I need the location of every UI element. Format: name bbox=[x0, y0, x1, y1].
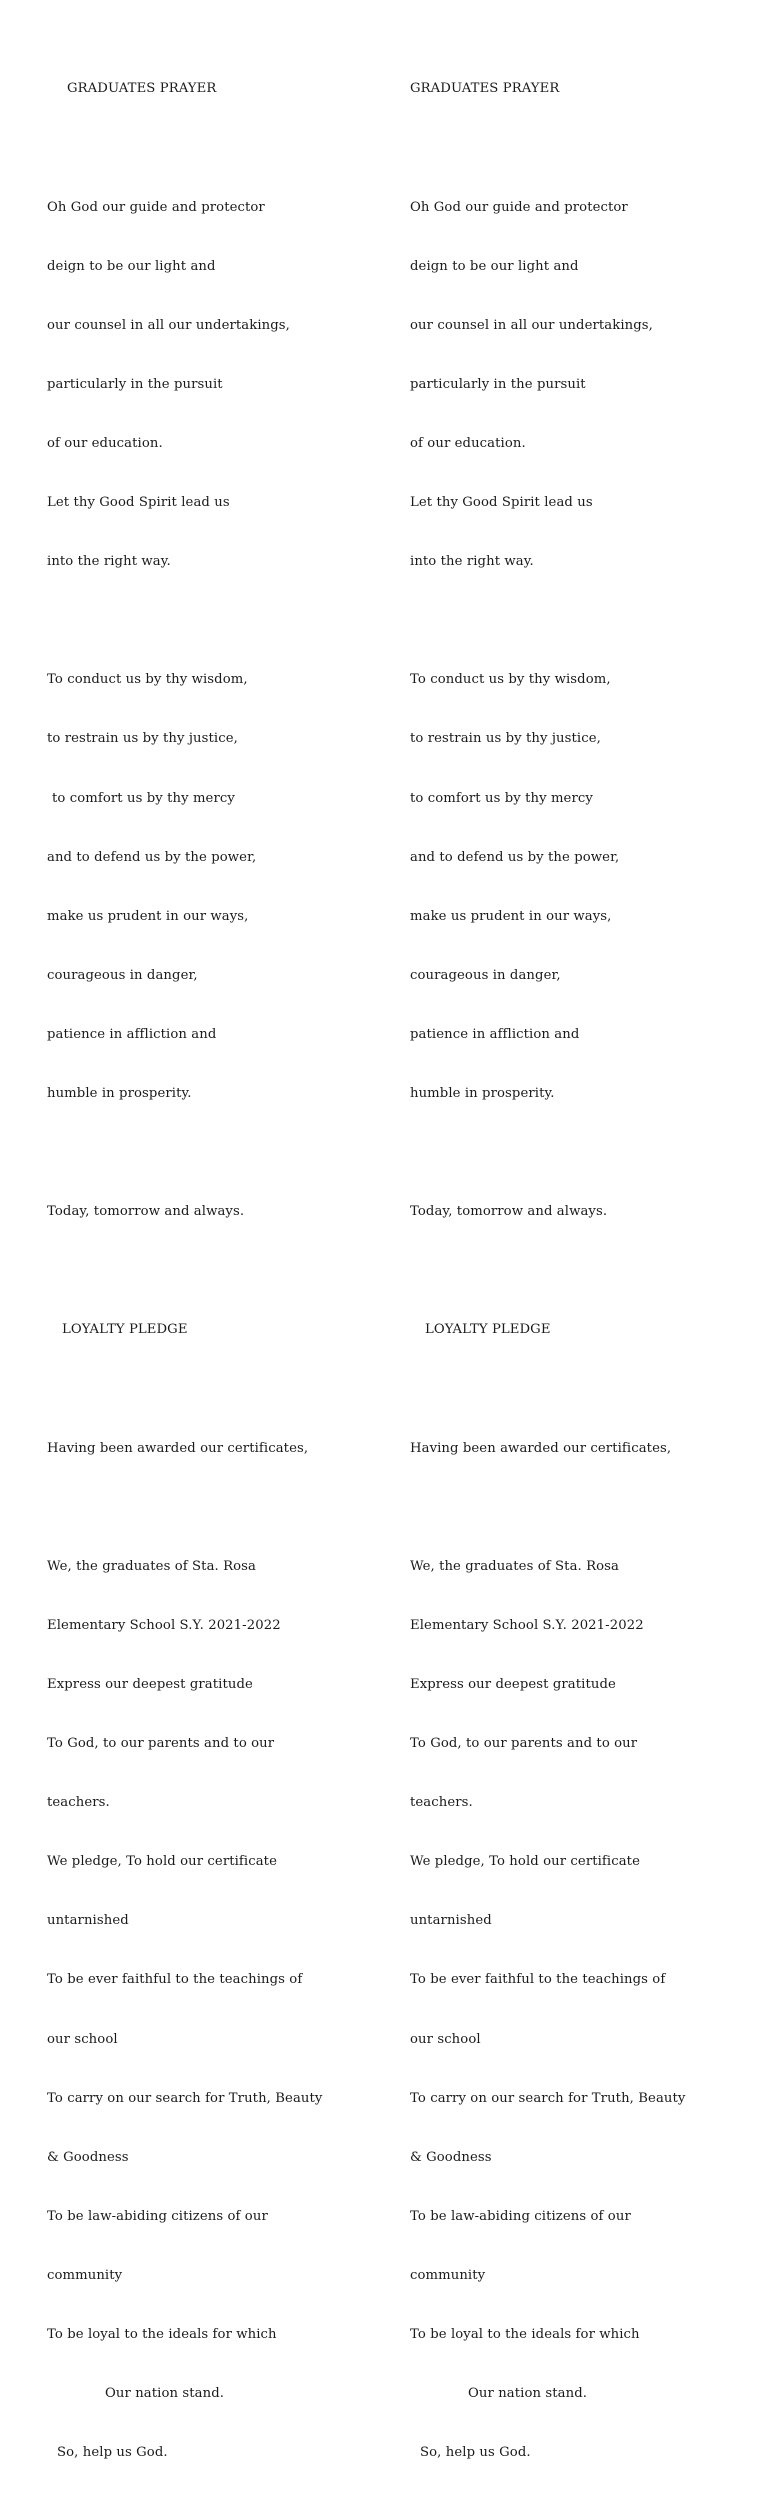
pledge-line: teachers. bbox=[47, 1795, 110, 1811]
prayer-line: To conduct us by thy wisdom, bbox=[410, 672, 611, 688]
prayer-line: patience in affliction and bbox=[47, 1026, 217, 1042]
prayer-closing: Today, tomorrow and always. bbox=[410, 1204, 608, 1220]
pledge-line: To carry on our search for Truth, Beauty bbox=[47, 2090, 323, 2106]
pledge-line: To be law-abiding citizens of our bbox=[47, 2208, 268, 2224]
pledge-title: LOYALTY PLEDGE bbox=[62, 1322, 188, 1338]
prayer-line: Oh God our guide and protector bbox=[47, 199, 265, 215]
pledge-line: Express our deepest gratitude bbox=[47, 1676, 253, 1692]
prayer-line: and to defend us by the power, bbox=[47, 849, 257, 865]
pledge-line: To God, to our parents and to our bbox=[410, 1736, 638, 1752]
prayer-title: GRADUATES PRAYER bbox=[410, 81, 560, 97]
pledge-line: community bbox=[47, 2267, 123, 2283]
prayer-line: our counsel in all our undertakings, bbox=[47, 317, 290, 333]
pledge-line: To be law-abiding citizens of our bbox=[410, 2208, 631, 2224]
pledge-line: & Goodness bbox=[47, 2149, 129, 2165]
pledge-line: We pledge, To hold our certificate bbox=[47, 1854, 277, 1870]
prayer-line: Let thy Good Spirit lead us bbox=[47, 495, 230, 511]
prayer-line: our counsel in all our undertakings, bbox=[410, 317, 653, 333]
prayer-line: to restrain us by thy justice, bbox=[47, 731, 238, 747]
pledge-line: We pledge, To hold our certificate bbox=[410, 1854, 640, 1870]
pledge-nation: Our nation stand. bbox=[105, 2386, 225, 2402]
pledge-intro: Having been awarded our certificates, bbox=[47, 1440, 309, 1456]
pledge-line: To be loyal to the ideals for which bbox=[47, 2326, 277, 2342]
pledge-line: To carry on our search for Truth, Beauty bbox=[410, 2090, 686, 2106]
pledge-ending: So, help us God. bbox=[57, 2445, 168, 2461]
prayer-line: deign to be our light and bbox=[410, 258, 579, 274]
pledge-intro: Having been awarded our certificates, bbox=[410, 1440, 672, 1456]
pledge-line: To be ever faithful to the teachings of bbox=[47, 1972, 303, 1988]
left-column bbox=[47, 40, 387, 2502]
pledge-title: LOYALTY PLEDGE bbox=[425, 1322, 551, 1338]
pledge-line: To be ever faithful to the teachings of bbox=[410, 1972, 666, 1988]
pledge-ending: So, help us God. bbox=[420, 2445, 531, 2461]
prayer-line: of our education. bbox=[47, 435, 163, 451]
pledge-nation: Our nation stand. bbox=[468, 2386, 588, 2402]
prayer-line: deign to be our light and bbox=[47, 258, 216, 274]
pledge-line: We, the graduates of Sta. Rosa bbox=[47, 1558, 257, 1574]
pledge-line: our school bbox=[410, 2031, 481, 2047]
pledge-line: teachers. bbox=[410, 1795, 473, 1811]
pledge-line: community bbox=[410, 2267, 486, 2283]
prayer-line: to comfort us by thy mercy bbox=[52, 790, 235, 806]
pledge-line: To God, to our parents and to our bbox=[47, 1736, 275, 1752]
prayer-closing: Today, tomorrow and always. bbox=[47, 1204, 245, 1220]
pledge-line: our school bbox=[47, 2031, 118, 2047]
prayer-line: into the right way. bbox=[47, 554, 171, 570]
prayer-line: Let thy Good Spirit lead us bbox=[410, 495, 593, 511]
pledge-line: To be loyal to the ideals for which bbox=[410, 2326, 640, 2342]
prayer-line: courageous in danger, bbox=[410, 967, 561, 983]
prayer-line: humble in prosperity. bbox=[410, 1086, 555, 1101]
pledge-line: We, the graduates of Sta. Rosa bbox=[410, 1558, 620, 1574]
prayer-line: To conduct us by thy wisdom, bbox=[47, 672, 248, 688]
pledge-line: untarnished bbox=[47, 1913, 129, 1929]
prayer-line: to comfort us by thy mercy bbox=[410, 790, 593, 806]
prayer-line: make us prudent in our ways, bbox=[47, 908, 249, 924]
prayer-line: particularly in the pursuit bbox=[47, 376, 223, 392]
prayer-line: and to defend us by the power, bbox=[410, 849, 620, 865]
prayer-line: to restrain us by thy justice, bbox=[410, 731, 601, 747]
prayer-title: GRADUATES PRAYER bbox=[67, 81, 217, 97]
prayer-line: Oh God our guide and protector bbox=[410, 199, 628, 215]
pledge-line: Express our deepest gratitude bbox=[410, 1676, 616, 1692]
pledge-line: Elementary School S.Y. 2021-2022 bbox=[47, 1617, 281, 1633]
prayer-line: of our education. bbox=[410, 435, 526, 451]
prayer-line: particularly in the pursuit bbox=[410, 376, 586, 392]
prayer-line: courageous in danger, bbox=[47, 967, 198, 983]
prayer-line: into the right way. bbox=[410, 554, 534, 570]
pledge-line: & Goodness bbox=[410, 2149, 492, 2165]
pledge-line: Elementary School S.Y. 2021-2022 bbox=[410, 1617, 644, 1633]
prayer-line: make us prudent in our ways, bbox=[410, 908, 612, 924]
prayer-line: humble in prosperity. bbox=[47, 1086, 192, 1101]
prayer-line: patience in affliction and bbox=[410, 1026, 580, 1042]
pledge-line: untarnished bbox=[410, 1913, 492, 1929]
right-column bbox=[410, 40, 750, 2502]
